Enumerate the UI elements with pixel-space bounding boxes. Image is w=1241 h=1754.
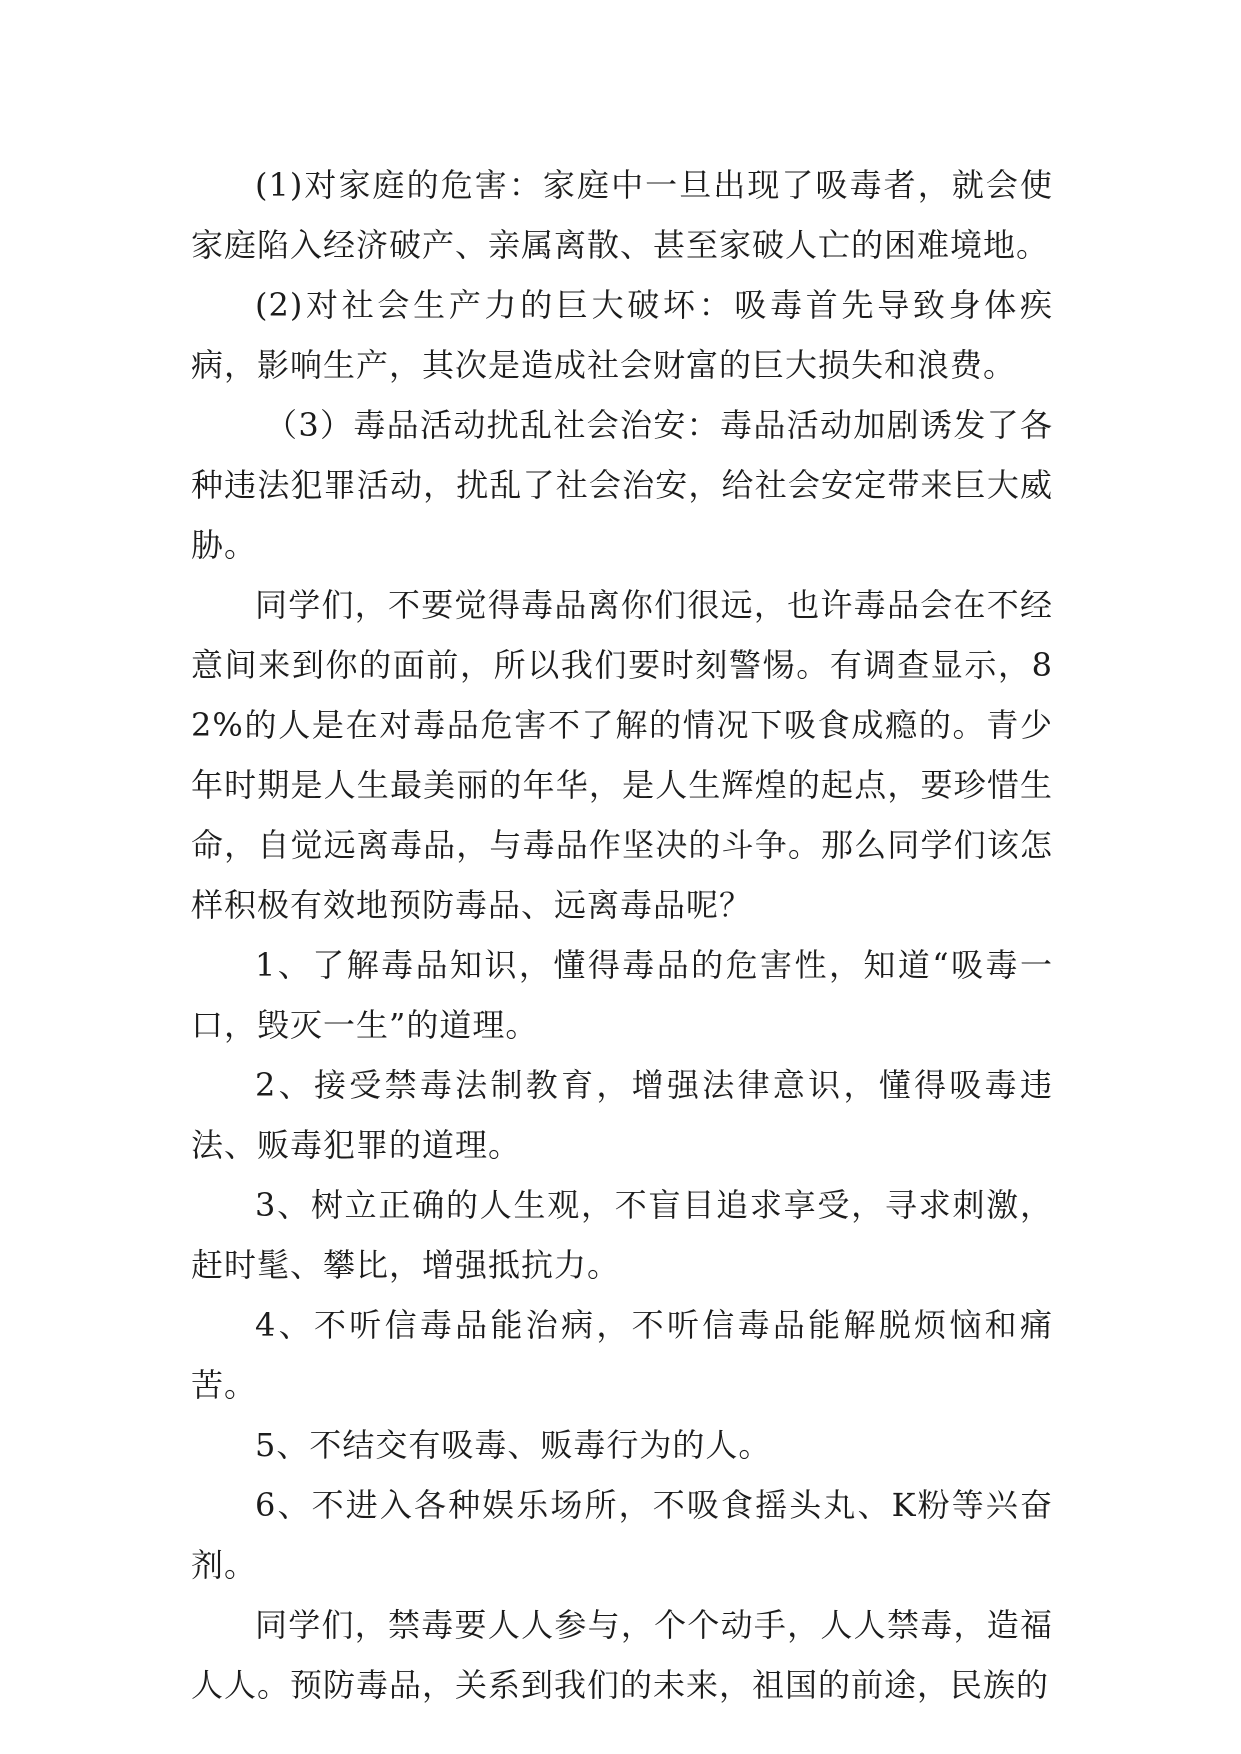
list-item-6: 6、不进入各种娱乐场所，不吸食摇头丸、K粉等兴奋剂。 (191, 1486, 1053, 1584)
paragraph-closing: 同学们，禁毒要人人参与，个个动手，人人禁毒，造福人人。预防毒品，关系到我们的未来，祖国的前途，民族的 (191, 1606, 1053, 1704)
paragraph-students-warning: 同学们，不要觉得毒品离你们很远，也许毒品会在不经意间来到你的面前，所以我们要时刻警惕。有调查显示，82%的人是在对毒品危害不了解的情况下吸食成瘾的。青少年时期是人生最美丽的年华，是人生辉煌的起点，要珍惜生命，自觉远离毒品，与毒品作坚决的斗争。那么同学们该怎样积极有效地预防毒品、远离毒品呢？ (191, 586, 1053, 924)
list-item-3: 3、树立正确的人生观，不盲目追求享受，寻求刺激，赶时髦、攀比，增强抵抗力。 (191, 1186, 1053, 1284)
list-item-4: 4、不听信毒品能治病，不听信毒品能解脱烦恼和痛苦。 (191, 1306, 1053, 1404)
list-item-1: 1、了解毒品知识，懂得毒品的危害性，知道“吸毒一口，毁灭一生”的道理。 (191, 946, 1053, 1044)
paragraph-public-order-harm: （3）毒品活动扰乱社会治安：毒品活动加剧诱发了各种违法犯罪活动，扰乱了社会治安，给社会安定带来巨大威胁。 (191, 406, 1053, 564)
document-body (191, 155, 1053, 1715)
paragraph-productivity-harm: (2)对社会生产力的巨大破坏：吸毒首先导致身体疾病，影响生产，其次是造成社会财富的巨大损失和浪费。 (191, 286, 1053, 384)
paragraph-family-harm: (1)对家庭的危害：家庭中一旦出现了吸毒者，就会使家庭陷入经济破产、亲属离散、甚至家破人亡的困难境地。 (191, 166, 1053, 264)
list-item-5: 5、不结交有吸毒、贩毒行为的人。 (255, 1426, 772, 1464)
list-item-2: 2、接受禁毒法制教育，增强法律意识，懂得吸毒违法、贩毒犯罪的道理。 (191, 1066, 1053, 1164)
